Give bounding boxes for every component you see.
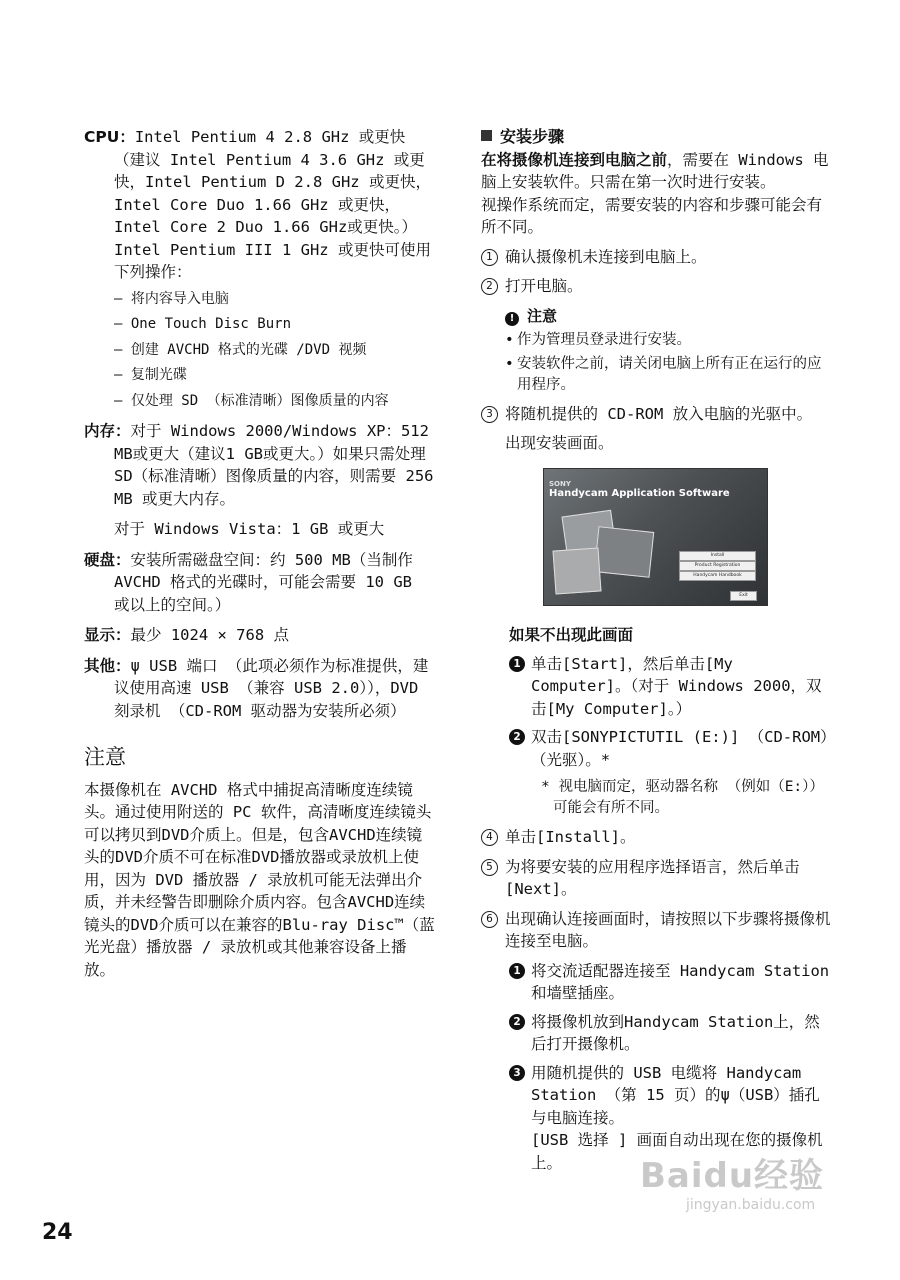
footnote: * 视电脑而定，驱动器名称 （例如（E:））可能会有所不同。 [541,779,824,816]
substep-text: 将交流适配器连接至 Handycam Station 和墙壁插座。 [531,961,830,1002]
caution-box [505,305,833,397]
substep-text: 双击[SONYPICTUTIL (E:)] （CD-ROM）（光驱）。* [531,728,828,769]
substep-number: 1 [509,656,525,672]
cpu-ops-list [114,288,436,413]
substep-text: 将摄像机放到Handycam Station上，然后打开摄像机。 [531,1012,820,1053]
req-cpu [84,126,436,412]
step-text: 确认摄像机未连接到电脑上。 [505,247,707,266]
note-body: 本摄像机在 AVCHD 格式中捕捉高清晰度连续镜头。通过使用附送的 PC 软件，高清晰度连续镜头可以拷贝到DVD介质上。但是，包含AVCHD连续镜头的DVD介质不可在标准DVD播放器或录放机上使用，因为 DVD 播放器 / 录放机可能无法弹出介质，并未经警告即删除介质内容。包含AVCHD连续镜头的DVD介质可以在兼容的Blu-ray Disc™（蓝光光盘）播放器 / 录放机或其他兼容设备上播放。 [84,780,435,979]
watermark-url: jingyan.baidu.com [686,1197,816,1213]
step-2 [481,275,833,298]
exit-button[interactable]: Exit [730,591,757,601]
intro-paragraph-2: 视操作系统而定，需要安装的内容和步骤可能会有所不同。 [481,195,823,236]
right-column [481,126,833,1180]
step-3 [481,403,833,454]
step-4 [481,826,833,849]
req-other-text: ψ USB 端口 （此项必须作为标准提供，建议使用高速 USB （兼容 USB 2.0）），DVD 刻录机 （CD-ROM 驱动器为安装所必须） [114,656,429,720]
step-result: 出现安装画面。 [505,433,614,452]
caution-title [505,305,833,328]
req-memory-text: 对于 Windows 2000/Windows XP：512 MB或更大（建议1 GB或更大。）如果只需处理 SD（标准清晰）图像质量的内容，则需要 256 MB 或更大内存。 [114,422,434,508]
product-registration-button[interactable]: Product Registration [679,561,756,571]
connect-step-1 [509,960,833,1005]
step-number: 1 [481,249,498,266]
cpu-op-item: – 复制光碟 [114,367,187,383]
substep-number: 2 [509,1014,525,1030]
section-title-text: 安装步骤 [500,127,565,146]
intro-rest: ，需要在 Windows 电脑上安装软件。只需在第一次时进行安装。 [481,150,829,191]
handbook-button[interactable]: Handycam Handbook [679,571,756,581]
square-bullet-icon [481,130,492,141]
req-cpu-text2: Intel Pentium III 1 GHz 或更快可使用下列操作： [114,240,431,281]
step-5 [481,856,833,901]
substep-text: 单击[Start]，然后单击[My Computer]。（对于 Windows 2000，双击[My Computer]。） [531,654,822,718]
step-text: 出现确认连接画面时，请按照以下步骤将摄像机连接至电脑。 [505,909,831,950]
note-heading: 注意 [84,745,126,769]
req-display-text: 最少 1024 × 768 点 [130,626,289,644]
left-column [84,126,436,981]
caution-bullet: • 安装软件之前，请关闭电脑上所有正在运行的应用程序。 [505,354,833,396]
req-memory-label: 内存： [84,422,131,440]
decorative-photo-icon [553,547,602,594]
req-display [84,624,436,647]
req-cpu-label: CPU： [84,128,135,146]
substep-text: 用随机提供的 USB 电缆将 Handycam Station （第 15 页）的ψ（USB）插孔与电脑连接。 [531,1063,820,1127]
req-cpu-text: Intel Pentium 4 2.8 GHz 或更快（建议 Intel Pentium 4 3.6 GHz 或更快，Intel Pentium D 2.8 GHz 或更快，Intel Core Duo 1.66 GHz 或更快，Intel Core 2 Duo 1.66 GHz或更快。） [114,128,431,236]
install-button[interactable]: Install [679,551,756,561]
fallback-title: 如果不出现此画面 [509,626,634,644]
sony-logo: SONY [549,480,571,488]
connect-step-2 [509,1011,833,1056]
step-number: 2 [481,278,498,295]
req-other [84,655,436,723]
substep-number: 1 [509,963,525,979]
installer-screenshot [543,468,768,606]
req-disk-label: 硬盘： [84,550,131,569]
cpu-op-item: – 创建 AVCHD 格式的光碟 /DVD 视频 [114,341,367,358]
intro-paragraph [481,149,833,194]
req-disk [84,549,436,617]
req-disk-text: 安装所需磁盘空间：约 500 MB（当制作 AVCHD 格式的光碟时，可能会需要 10 GB 或以上的空间。） [114,550,413,614]
caution-title-text: 注意 [527,306,558,325]
step-1 [481,246,833,269]
step-text: 单击[Install]。 [505,828,636,846]
fallback-step-1 [509,653,833,721]
substep-number: 2 [509,729,525,745]
step-number: 5 [481,859,498,876]
intro-bold: 在将摄像机连接到电脑之前 [481,150,668,169]
page-number: 24 [42,1220,73,1245]
cpu-op-item: – One Touch Disc Burn [114,316,292,332]
req-other-label: 其他： [84,656,131,675]
fallback-step-2 [509,726,833,771]
step-number: 6 [481,911,498,928]
step-text: 将随机提供的 CD-ROM 放入电脑的光驱中。 [505,405,813,423]
step-number: 4 [481,829,498,846]
step-text: 为将要安装的应用程序选择语言，然后单击[Next]。 [505,857,800,898]
caution-bullet: • 作为管理员登录进行安装。 [505,330,833,351]
step-6 [481,908,833,953]
section-title [481,126,833,149]
baidu-watermark [640,1148,840,1228]
caution-icon: ! [505,312,519,326]
watermark-logo: Baidu经验 [640,1156,825,1196]
step-text: 打开电脑。 [505,277,583,295]
step-number: 3 [481,406,498,423]
decorative-photo-icon [594,526,655,578]
req-memory [84,420,436,541]
substep-text-2: [USB 选择 ] 画面自动出现在您的摄像机上。 [531,1131,823,1172]
cpu-op-item: – 将内容导入电脑 [114,290,229,307]
installer-title: Handycam Application Software [549,488,730,499]
cpu-op-item: – 仅处理 SD （标准清晰）图像质量的内容 [114,392,389,409]
substep-number: 3 [509,1065,525,1081]
req-display-label: 显示： [84,626,131,644]
req-memory-text2: 对于 Windows Vista：1 GB 或更大 [114,520,385,538]
